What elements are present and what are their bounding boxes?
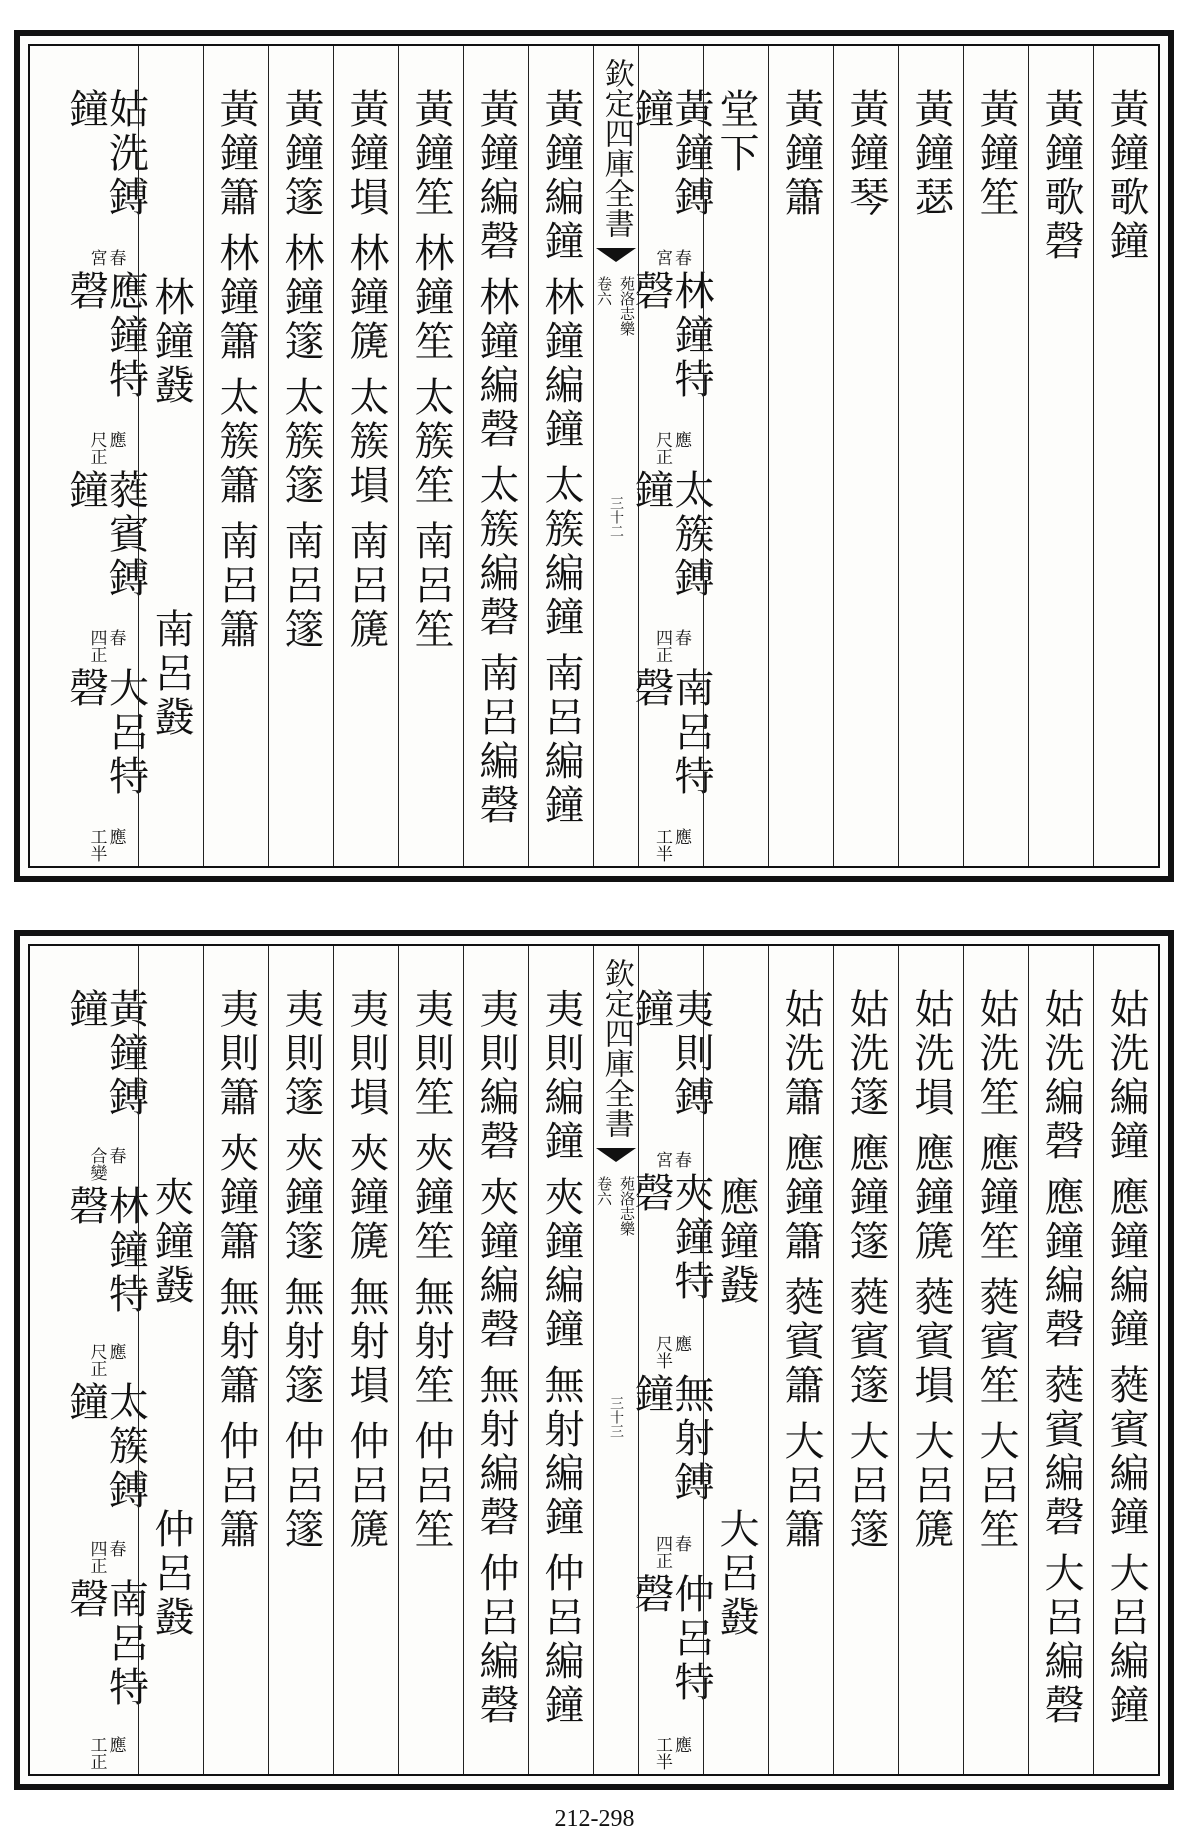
annotation-note: 工正	[86, 1736, 107, 1770]
column-text: 夾鐘篪	[343, 1132, 389, 1264]
column-text: 姑洗篴	[843, 988, 889, 1120]
annotation-note: 工半	[652, 828, 672, 862]
annotation-note: 應	[105, 430, 126, 448]
text-column	[333, 46, 398, 866]
column-text: 南呂鼗	[148, 608, 194, 740]
gutter-folio-number: 三十三	[608, 1396, 624, 1438]
text-column	[463, 946, 528, 1774]
text-column	[333, 946, 398, 1774]
column-text: 夷則鎛鐘	[628, 988, 714, 1120]
column-text: 黃鐘笙	[973, 88, 1019, 220]
annotation	[653, 629, 689, 663]
column-text: 大呂特磬	[62, 667, 149, 800]
column-text: 林鐘編磬	[473, 276, 519, 452]
column-text: 黃鐘簫	[778, 88, 824, 220]
column-area	[30, 946, 1158, 1774]
gutter-folio-number: 三十二	[608, 496, 624, 538]
column-text: 南呂特磬	[62, 1577, 149, 1710]
text-column	[1028, 946, 1093, 1774]
column-text: 太簇鎛鐘	[628, 468, 714, 601]
column-text: 應鐘編磬	[1038, 1176, 1084, 1352]
column-text: 仲呂笙	[408, 1420, 454, 1552]
column-text: 夾鐘笙	[408, 1132, 454, 1264]
column-text: 蕤賓篴	[843, 1276, 889, 1408]
annotation-note: 四正	[652, 1535, 672, 1570]
text-column	[138, 46, 203, 866]
annotation	[653, 431, 689, 465]
column-text: 姑洗簫	[778, 988, 824, 1120]
text-column	[528, 946, 593, 1774]
gutter-volume: 卷六	[595, 276, 613, 306]
text-column	[203, 46, 268, 866]
text-column	[62, 946, 149, 1774]
gutter-volume: 卷六	[595, 1176, 613, 1206]
column-text: 大呂篴	[843, 1420, 889, 1552]
column-text: 蕤賓編磬	[1038, 1364, 1084, 1540]
text-column	[628, 946, 714, 1774]
annotation-note: 四正	[86, 1539, 107, 1574]
column-text: 夷則編磬	[473, 988, 519, 1164]
column-text: 黃鐘塤	[343, 88, 389, 220]
annotation	[653, 1335, 689, 1369]
annotation-note: 春	[671, 629, 691, 647]
column-text: 大呂笙	[973, 1420, 1019, 1552]
column-text: 太簇鎛鐘	[62, 1381, 149, 1513]
annotation-note: 尺正	[86, 430, 107, 465]
gutter-book-title: 苑洛志樂	[618, 1176, 636, 1236]
annotation-note: 春	[105, 1539, 126, 1557]
column-text: 無射篴	[278, 1276, 324, 1408]
gutter-book-title: 苑洛志樂	[618, 276, 636, 336]
column-text: 蕤賓笙	[973, 1276, 1019, 1408]
annotation-note: 四正	[86, 629, 107, 664]
annotation-note: 宮	[652, 248, 672, 266]
column-text: 南呂編磬	[473, 652, 519, 828]
annotation	[653, 1736, 689, 1770]
column-text: 應鐘篴	[843, 1132, 889, 1264]
annotation-note: 春	[105, 248, 126, 266]
annotation-note: 合變	[86, 1146, 107, 1181]
annotation-note: 宮	[652, 1150, 672, 1168]
column-text: 堂下	[713, 88, 759, 176]
text-column	[1093, 46, 1158, 866]
annotation-note: 尺半	[652, 1334, 672, 1369]
text-column	[398, 46, 463, 866]
column-text: 黃鐘歌鐘	[1103, 88, 1149, 264]
annotation	[653, 828, 689, 862]
column-text: 太簇編磬	[473, 464, 519, 640]
annotation-note: 應	[105, 828, 126, 845]
column-text: 大呂簫	[778, 1420, 824, 1552]
annotation-note: 尺正	[652, 430, 672, 465]
column-text: 大呂編磬	[1038, 1552, 1084, 1728]
column-text: 黃鐘歌磬	[1038, 88, 1084, 264]
annotation	[88, 1736, 124, 1770]
column-text: 黃鐘編磬	[473, 88, 519, 264]
text-column	[398, 946, 463, 1774]
column-text: 應鐘特磬	[62, 269, 149, 402]
text-column	[138, 946, 203, 1774]
column-text: 夾鐘編鐘	[538, 1176, 584, 1352]
annotation-note: 應	[671, 828, 691, 845]
column-text: 夷則編鐘	[538, 988, 584, 1164]
text-column	[833, 46, 898, 866]
column-text: 黃鐘篴	[278, 88, 324, 220]
column-text: 仲呂特磬	[628, 1573, 714, 1706]
fish-tail-mark-icon	[596, 1148, 636, 1162]
column-text: 夷則簫	[213, 988, 259, 1120]
gutter-title: 欽定四庫全書	[598, 58, 634, 238]
text-column	[898, 946, 963, 1774]
annotation-note: 春	[671, 1150, 691, 1168]
annotation	[653, 1151, 689, 1168]
column-text: 姑洗編磬	[1038, 988, 1084, 1164]
annotation-note: 應	[105, 1736, 126, 1753]
column-text: 應鐘笙	[973, 1132, 1019, 1264]
column-text: 大呂編鐘	[1103, 1552, 1149, 1728]
column-text: 大呂篪	[908, 1420, 954, 1552]
text-column	[963, 46, 1028, 866]
text-column	[463, 46, 528, 866]
column-text: 林鐘鼗	[148, 276, 194, 408]
fish-tail-mark-icon	[596, 248, 636, 262]
column-text: 蕤賓鎛鐘	[62, 468, 149, 601]
column-text: 夾鐘特磬	[628, 1171, 714, 1304]
column-text: 林鐘簫	[213, 232, 259, 364]
column-text: 太簇塤	[343, 376, 389, 508]
column-text: 夷則篴	[278, 988, 324, 1120]
column-text: 太簇篴	[278, 376, 324, 508]
column-text: 蕤賓編鐘	[1103, 1364, 1149, 1540]
text-column	[1028, 46, 1093, 866]
text-column	[528, 46, 593, 866]
annotation-note: 工半	[652, 1736, 672, 1770]
column-text: 大呂鼗	[713, 1508, 759, 1640]
column-area	[30, 46, 1158, 866]
column-text: 姑洗鎛鐘	[62, 88, 149, 220]
column-text: 南呂笙	[408, 520, 454, 652]
column-text: 黃鐘編鐘	[538, 88, 584, 264]
column-text: 無射笙	[408, 1276, 454, 1408]
column-text: 林鐘笙	[408, 232, 454, 364]
annotation	[88, 828, 124, 862]
column-text: 南呂簫	[213, 520, 259, 652]
column-text: 無射簫	[213, 1276, 259, 1408]
annotation	[88, 1147, 124, 1181]
annotation-note: 尺正	[86, 1343, 107, 1377]
column-text: 仲呂鼗	[148, 1508, 194, 1640]
column-text: 太簇笙	[408, 376, 454, 508]
annotation-note: 春	[105, 1146, 126, 1164]
column-text: 林鐘篪	[343, 232, 389, 364]
column-text: 黃鐘簫	[213, 88, 259, 220]
column-text: 夷則笙	[408, 988, 454, 1120]
annotation-note: 工半	[86, 828, 107, 862]
annotation	[88, 249, 124, 266]
column-text: 無射塤	[343, 1276, 389, 1408]
column-text: 南呂特磬	[628, 667, 714, 800]
annotation	[88, 1343, 124, 1377]
column-text: 夾鐘篴	[278, 1132, 324, 1264]
text-column	[203, 946, 268, 1774]
column-text: 仲呂簫	[213, 1420, 259, 1552]
annotation	[653, 1535, 689, 1569]
column-text: 林鐘特磬	[62, 1184, 149, 1317]
column-text: 仲呂編鐘	[538, 1552, 584, 1728]
column-text: 蕤賓簫	[778, 1276, 824, 1408]
annotation-note: 春	[671, 1535, 691, 1553]
annotation-note: 應	[671, 430, 691, 448]
column-text: 夾鐘簫	[213, 1132, 259, 1264]
annotation-note: 應	[671, 1334, 691, 1352]
page-lower	[14, 930, 1174, 1790]
annotation	[88, 1540, 124, 1574]
column-text: 蕤賓塤	[908, 1276, 954, 1408]
column-text: 應鐘簫	[778, 1132, 824, 1264]
column-text: 姑洗笙	[973, 988, 1019, 1120]
column-text: 夾鐘鼗	[148, 1176, 194, 1308]
column-text: 無射編磬	[473, 1364, 519, 1540]
text-column	[703, 946, 768, 1774]
column-text: 黃鐘笙	[408, 88, 454, 220]
column-text: 仲呂編磬	[473, 1552, 519, 1728]
annotation	[88, 629, 124, 663]
column-text: 應鐘篪	[908, 1132, 954, 1264]
column-text: 林鐘特磬	[628, 269, 714, 402]
page-upper	[14, 30, 1174, 882]
annotation-note: 應	[671, 1736, 691, 1753]
column-text: 應鐘鼗	[713, 1176, 759, 1308]
annotation-note: 春	[105, 629, 126, 647]
column-text: 夾鐘編磬	[473, 1176, 519, 1352]
column-text: 仲呂篴	[278, 1420, 324, 1552]
gutter-title: 欽定四庫全書	[598, 958, 634, 1138]
text-column	[833, 946, 898, 1774]
column-text: 太簇編鐘	[538, 464, 584, 640]
annotation-note: 四正	[652, 629, 672, 664]
column-text: 夷則塤	[343, 988, 389, 1120]
column-text: 南呂篪	[343, 520, 389, 652]
page-number: 212-298	[554, 1806, 635, 1832]
column-text: 無射編鐘	[538, 1364, 584, 1540]
text-column	[268, 46, 333, 866]
annotation-note: 春	[671, 248, 691, 266]
column-text: 姑洗塤	[908, 988, 954, 1120]
column-text: 黃鐘鎛鐘	[628, 88, 714, 220]
text-column	[768, 46, 833, 866]
column-text: 仲呂篪	[343, 1420, 389, 1552]
column-text: 黃鐘琴	[843, 88, 889, 220]
column-text: 南呂編鐘	[538, 652, 584, 828]
annotation	[653, 249, 689, 266]
text-column	[268, 946, 333, 1774]
column-text: 無射鎛鐘	[628, 1372, 714, 1505]
column-text: 黃鐘鎛鐘	[62, 988, 149, 1120]
column-text: 太簇簫	[213, 376, 259, 508]
annotation-note: 應	[105, 1343, 126, 1360]
text-column	[703, 46, 768, 866]
column-text: 黃鐘瑟	[908, 88, 954, 220]
column-text: 林鐘篴	[278, 232, 324, 364]
annotation	[88, 431, 124, 465]
column-text: 姑洗編鐘	[1103, 988, 1149, 1164]
text-column	[62, 46, 149, 866]
text-column	[768, 946, 833, 1774]
text-column	[1093, 946, 1158, 1774]
column-text: 林鐘編鐘	[538, 276, 584, 452]
text-column	[963, 946, 1028, 1774]
column-text: 南呂篴	[278, 520, 324, 652]
text-column	[628, 46, 714, 866]
text-column	[898, 46, 963, 866]
column-text: 應鐘編鐘	[1103, 1176, 1149, 1352]
annotation-note: 宮	[86, 248, 107, 266]
